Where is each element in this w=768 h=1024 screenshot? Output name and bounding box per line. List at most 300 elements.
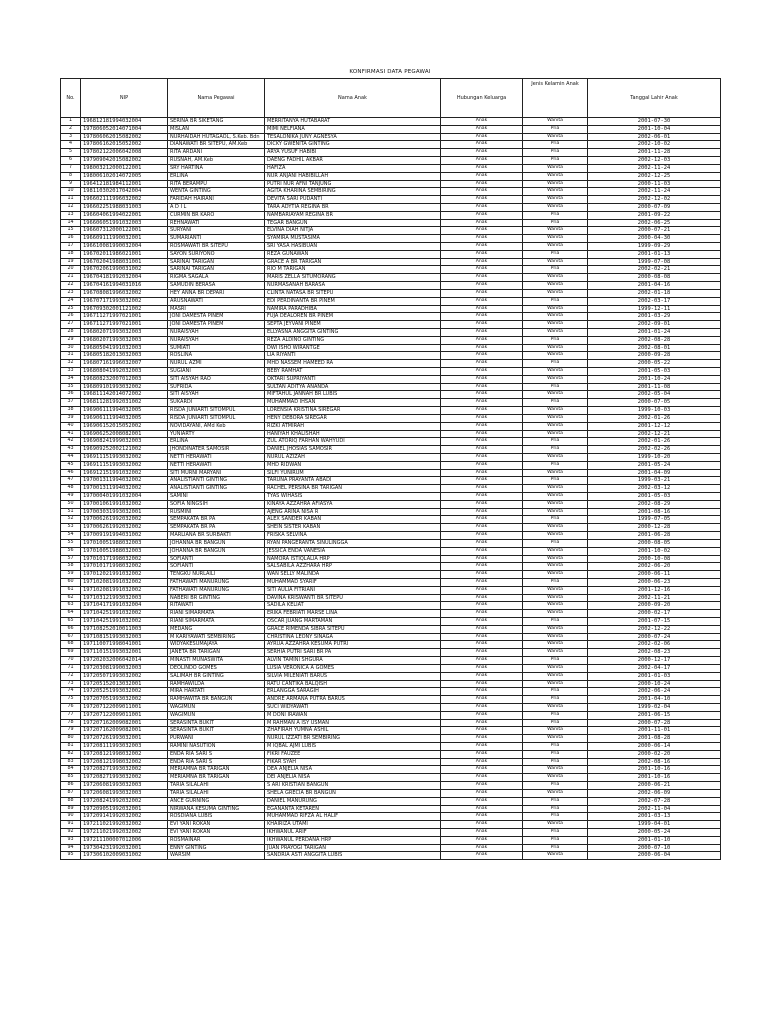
employee-name-cell: JOHANNA BR BANGUN (168, 547, 265, 555)
nip-cell: 196911151993032002 (81, 461, 168, 469)
nip-cell: 196602251988031003 (81, 203, 168, 211)
row-number: 13 (61, 211, 81, 219)
row-number: 48 (61, 485, 81, 493)
birthdate-cell: 2000-12-28 (588, 524, 721, 532)
child-name-cell: SADILA KELIAT (265, 602, 441, 610)
nip-cell: 197209051992032001 (81, 805, 168, 813)
gender-cell: Pria (523, 844, 588, 852)
birthdate-cell: 2000-06-21 (588, 782, 721, 790)
row-number: 31 (61, 352, 81, 360)
gender-cell: Wanita (523, 469, 588, 477)
employee-name-cell: MASRI (168, 305, 265, 313)
relation-cell: Anak (441, 274, 523, 282)
nip-cell: 197203081990032003 (81, 664, 168, 672)
table-row (61, 758, 721, 766)
gender-cell: Pria (523, 688, 588, 696)
row-number: 3 (61, 133, 81, 141)
birthdate-cell: 1999-02-04 (588, 703, 721, 711)
row-number: 21 (61, 274, 81, 282)
row-number: 72 (61, 672, 81, 680)
nip-cell: 198003212000122001 (81, 164, 168, 172)
employee-name-cell: SITI AISYAH RAO (168, 375, 265, 383)
row-number: 93 (61, 836, 81, 844)
nip-cell: 197010171998032002 (81, 563, 168, 571)
child-name-cell: SHEIN SISTER KABAN (265, 524, 441, 532)
nip-cell: 197205251993032002 (81, 688, 168, 696)
gender-cell: Pria (523, 696, 588, 704)
relation-cell: Anak (441, 250, 523, 258)
row-number: 67 (61, 633, 81, 641)
table-row (61, 664, 721, 672)
table-row (61, 657, 721, 665)
birthdate-cell: 2002-02-21 (588, 266, 721, 274)
birthdate-cell: 2000-02-17 (588, 610, 721, 618)
birthdate-cell: 2001-08-28 (588, 735, 721, 743)
child-name-cell: ANDRE ARMANA PUTRA BARUS (265, 696, 441, 704)
header-nama-pegawai: Nama Pegawai (168, 79, 265, 118)
child-name-cell: NUR ANJANI HABIBILLAH (265, 172, 441, 180)
employee-name-cell: ENNY GINTING (168, 844, 265, 852)
birthdate-cell: 2001-01-10 (588, 836, 721, 844)
relation-cell: Anak (441, 407, 523, 415)
table-row (61, 524, 721, 532)
employee-name-cell: WENTA GINTING (168, 188, 265, 196)
nip-cell: 196707171993032002 (81, 297, 168, 305)
gender-cell: Pria (523, 750, 588, 758)
gender-cell: Wanita (523, 321, 588, 329)
relation-cell: Anak (441, 352, 523, 360)
birthdate-cell: 2000-10-24 (588, 680, 721, 688)
relation-cell: Anak (441, 516, 523, 524)
gender-cell: Pria (523, 828, 588, 836)
child-name-cell: MHD NASSEM HAMEED RA (265, 360, 441, 368)
relation-cell: Anak (441, 774, 523, 782)
nip-cell: 197104171991032004 (81, 602, 168, 610)
table-row (61, 680, 721, 688)
gender-cell: Wanita (523, 493, 588, 501)
relation-cell: Anak (441, 719, 523, 727)
table-row (61, 336, 721, 344)
relation-cell: Anak (441, 696, 523, 704)
employee-name-cell: SITI AISYAH (168, 391, 265, 399)
child-name-cell: REZA GUNAWAN (265, 250, 441, 258)
relation-cell: Anak (441, 430, 523, 438)
relation-cell: Anak (441, 180, 523, 188)
row-number: 80 (61, 735, 81, 743)
relation-cell: Anak (441, 750, 523, 758)
birthdate-cell: 2002-06-01 (588, 133, 721, 141)
employee-name-cell: JHONDINATER SAMOSIR (168, 446, 265, 454)
row-number: 7 (61, 164, 81, 172)
child-name-cell: PUTRI NUR AFNI TANJUNG (265, 180, 441, 188)
nip-cell: 197304231992032001 (81, 844, 168, 852)
gender-cell: Pria (523, 360, 588, 368)
gender-cell: Wanita (523, 680, 588, 688)
gender-cell: Pria (523, 782, 588, 790)
nip-cell: 197207122009011001 (81, 703, 168, 711)
table-row (61, 368, 721, 376)
row-number: 1 (61, 118, 81, 126)
nip-cell: 196606051991032003 (81, 219, 168, 227)
relation-cell: Anak (441, 453, 523, 461)
nip-cell: 196609111990032001 (81, 235, 168, 243)
birthdate-cell: 2002-06-20 (588, 563, 721, 571)
birthdate-cell: 2000-07-28 (588, 719, 721, 727)
nip-cell: 196805182013032003 (81, 352, 168, 360)
row-number: 50 (61, 500, 81, 508)
child-name-cell: M RAHMAN A ISY USMAN (265, 719, 441, 727)
employee-name-cell: RAMHAWITA BR BANGUN (168, 696, 265, 704)
nip-cell: 196911151993032002 (81, 453, 168, 461)
birthdate-cell: 1999-07-08 (588, 258, 721, 266)
table-row (61, 766, 721, 774)
gender-cell: Pria (523, 211, 588, 219)
row-number: 43 (61, 446, 81, 454)
table-row (61, 383, 721, 391)
row-number: 39 (61, 414, 81, 422)
child-name-cell: IKHWANUL ARIF (265, 828, 441, 836)
row-number: 81 (61, 743, 81, 751)
row-number: 2 (61, 125, 81, 133)
table-row (61, 469, 721, 477)
row-number: 82 (61, 750, 81, 758)
gender-cell: Pria (523, 743, 588, 751)
employee-name-cell: WARSIM (168, 852, 265, 860)
relation-cell: Anak (441, 618, 523, 626)
gender-cell: Wanita (523, 594, 588, 602)
child-name-cell: TESALONIKA JUNY AGNESYA (265, 133, 441, 141)
gender-cell: Wanita (523, 203, 588, 211)
table-row (61, 453, 721, 461)
relation-cell: Anak (441, 243, 523, 251)
gender-cell: Pria (523, 805, 588, 813)
employee-name-cell: YUNIARTY (168, 430, 265, 438)
birthdate-cell: 1999-12-11 (588, 305, 721, 313)
relation-cell: Anak (441, 336, 523, 344)
relation-cell: Anak (441, 657, 523, 665)
nip-cell: 197001061991032002 (81, 500, 168, 508)
row-number: 76 (61, 703, 81, 711)
table-row (61, 782, 721, 790)
birthdate-cell: 2000-10-08 (588, 555, 721, 563)
birthdate-cell: 2002-01-26 (588, 414, 721, 422)
relation-cell: Anak (441, 344, 523, 352)
table-body (61, 118, 721, 860)
nip-cell: 197806062015082002 (81, 133, 168, 141)
nip-cell: 196807161996032007 (81, 360, 168, 368)
birthdate-cell: 2000-07-24 (588, 633, 721, 641)
child-name-cell: SUCI WIDYAWATI (265, 703, 441, 711)
employee-name-cell: RITA ARDANI (168, 149, 265, 157)
employee-name-cell: ENDA RIA SARI S (168, 758, 265, 766)
birthdate-cell: 2002-09-01 (588, 321, 721, 329)
table-row (61, 852, 721, 860)
relation-cell: Anak (441, 227, 523, 235)
row-number: 68 (61, 641, 81, 649)
row-number: 56 (61, 547, 81, 555)
birthdate-cell: 2001-10-16 (588, 774, 721, 782)
employee-name-cell: MEDANG (168, 625, 265, 633)
table-row (61, 508, 721, 516)
employee-name-cell: RAMINI NASUTION (168, 743, 265, 751)
nip-cell: 197206081993032003 (81, 782, 168, 790)
relation-cell: Anak (441, 821, 523, 829)
relation-cell: Anak (441, 539, 523, 547)
child-name-cell: MARIS ZELLA SITUMORANG (265, 274, 441, 282)
employee-name-cell: SERASINTA BUKIT (168, 719, 265, 727)
row-number: 60 (61, 578, 81, 586)
employee-name-cell: RITAWATI (168, 602, 265, 610)
relation-cell: Anak (441, 735, 523, 743)
nip-cell: 197806162015052002 (81, 141, 168, 149)
nip-cell: 197909042015082002 (81, 157, 168, 165)
birthdate-cell: 2002-12-03 (588, 157, 721, 165)
employee-name-cell: PURWANI (168, 735, 265, 743)
child-name-cell: ALVIN TAMINI SHGURA (265, 657, 441, 665)
table-row (61, 641, 721, 649)
table-row (61, 821, 721, 829)
birthdate-cell: 2001-10-02 (588, 547, 721, 555)
gender-cell: Pria (523, 446, 588, 454)
relation-cell: Anak (441, 391, 523, 399)
employee-name-cell: ERLINA (168, 438, 265, 446)
employee-name-cell: JONI DAMESTA PINEM (168, 313, 265, 321)
child-name-cell: MUHAMMAD RIFZA AL HALIF (265, 813, 441, 821)
table-row (61, 297, 721, 305)
employee-name-cell: ERLINA (168, 172, 265, 180)
child-name-cell: EDI PERDINANTA BR PINEM (265, 297, 441, 305)
gender-cell: Pria (523, 438, 588, 446)
row-number: 52 (61, 516, 81, 524)
table-row (61, 391, 721, 399)
employee-name-cell: NABERI BR GINTING (168, 594, 265, 602)
gender-cell: Wanita (523, 391, 588, 399)
birthdate-cell: 2001-11-01 (588, 727, 721, 735)
child-name-cell: KHAIRIZA UTAMI (265, 821, 441, 829)
table-row (61, 446, 721, 454)
row-number: 63 (61, 602, 81, 610)
nip-cell: 196709302001121002 (81, 305, 168, 313)
child-name-cell: NAMORA ISTIQLALIA HRP (265, 555, 441, 563)
child-name-cell: NURUL AZIZAH (265, 453, 441, 461)
child-name-cell: ZHAFIRAH YUMNA ASHIL (265, 727, 441, 735)
birthdate-cell: 2000-08-08 (588, 274, 721, 282)
relation-cell: Anak (441, 711, 523, 719)
table-row (61, 196, 721, 204)
child-name-cell: TARUNA PRAYANTA ABADI (265, 477, 441, 485)
birthdate-cell: 2000-07-09 (588, 203, 721, 211)
birthdate-cell: 2000-06-11 (588, 571, 721, 579)
birthdate-cell: 2000-07-10 (588, 844, 721, 852)
employee-name-cell: SAYON SURIYONO (168, 250, 265, 258)
header-jenis-kelamin: Jenis Kelamin Anak (523, 79, 588, 118)
header-hubungan-keluarga: Hubungan Keluarga (441, 79, 523, 118)
child-name-cell: MIMI NELFIANA (265, 125, 441, 133)
relation-cell: Anak (441, 797, 523, 805)
relation-cell: Anak (441, 282, 523, 290)
employee-name-cell: SEMPAKATA BR PA (168, 516, 265, 524)
relation-cell: Anak (441, 297, 523, 305)
employee-name-cell: NETTI HERAWATI (168, 461, 265, 469)
relation-cell: Anak (441, 836, 523, 844)
relation-cell: Anak (441, 235, 523, 243)
gender-cell: Wanita (523, 133, 588, 141)
relation-cell: Anak (441, 446, 523, 454)
gender-cell: Wanita (523, 563, 588, 571)
nip-cell: 197010171998032002 (81, 555, 168, 563)
gender-cell: Wanita (523, 852, 588, 860)
birthdate-cell: 2002-02-06 (588, 641, 721, 649)
employee-name-cell: RAMHAWILDA (168, 680, 265, 688)
nip-cell: 197205071993032002 (81, 672, 168, 680)
gender-cell: Wanita (523, 555, 588, 563)
gender-cell: Wanita (523, 735, 588, 743)
gender-cell: Wanita (523, 524, 588, 532)
employee-name-cell: RITA BERAMPU (168, 180, 265, 188)
child-name-cell: EGANANTA KETAREN (265, 805, 441, 813)
table-row (61, 610, 721, 618)
nip-cell: 196702041988031001 (81, 258, 168, 266)
birthdate-cell: 2002-11-24 (588, 164, 721, 172)
gender-cell: Wanita (523, 641, 588, 649)
table-row (61, 625, 721, 633)
birthdate-cell: 2002-08-16 (588, 758, 721, 766)
nip-cell: 197202032006042014 (81, 657, 168, 665)
relation-cell: Anak (441, 672, 523, 680)
row-number: 11 (61, 196, 81, 204)
employee-name-cell: HEY ANNA BR DEPARI (168, 289, 265, 297)
child-name-cell: LUSIA VERONICA A GOMES (265, 664, 441, 672)
relation-cell: Anak (441, 813, 523, 821)
gender-cell: Wanita (523, 282, 588, 290)
row-number: 25 (61, 305, 81, 313)
nip-cell: 197208241992032002 (81, 797, 168, 805)
birthdate-cell: 2001-12-16 (588, 586, 721, 594)
child-name-cell: M IQBAL AJMI LUBIS (265, 743, 441, 751)
birthdate-cell: 2001-10-16 (588, 766, 721, 774)
row-number: 79 (61, 727, 81, 735)
employee-name-cell: WAGIMUN (168, 711, 265, 719)
child-name-cell: SRI YASA HASIBUAN (265, 243, 441, 251)
gender-cell: Pria (523, 797, 588, 805)
gender-cell: Wanita (523, 375, 588, 383)
employee-name-cell: M KARIYAWATI SEMBIRING (168, 633, 265, 641)
gender-cell: Pria (523, 149, 588, 157)
table-row (61, 328, 721, 336)
child-name-cell: OKTARI SUPRIYANTI (265, 375, 441, 383)
nip-cell: 197104251991032002 (81, 610, 168, 618)
employee-name-cell: SERASINTA BUKIT (168, 727, 265, 735)
nip-cell: 197207122009011001 (81, 711, 168, 719)
relation-cell: Anak (441, 157, 523, 165)
table-row (61, 805, 721, 813)
child-name-cell: FRISKA SELVINA (265, 532, 441, 540)
row-number: 71 (61, 664, 81, 672)
relation-cell: Anak (441, 547, 523, 555)
row-number: 74 (61, 688, 81, 696)
birthdate-cell: 2002-11-04 (588, 805, 721, 813)
row-number: 26 (61, 313, 81, 321)
employee-name-cell: SOFIANTI (168, 563, 265, 571)
row-number: 87 (61, 789, 81, 797)
relation-cell: Anak (441, 360, 523, 368)
birthdate-cell: 1999-09-29 (588, 243, 721, 251)
employee-name-cell: SOFIA NINGSIH (168, 500, 265, 508)
relation-cell: Anak (441, 578, 523, 586)
table-row (61, 258, 721, 266)
birthdate-cell: 2001-05-24 (588, 461, 721, 469)
child-name-cell: FIKRI FAUZEE (265, 750, 441, 758)
nip-cell: 196912151991032002 (81, 469, 168, 477)
child-name-cell: GRACE RIMENDA SIBRA SITEPU (265, 625, 441, 633)
employee-name-cell: ROSMAWATI BR SITEPU (168, 243, 265, 251)
gender-cell: Wanita (523, 703, 588, 711)
child-name-cell: TARA ADYTIA REGINA BR (265, 203, 441, 211)
nip-cell: 197006261992032002 (81, 524, 168, 532)
row-number: 29 (61, 336, 81, 344)
nip-cell: 198110302017042004 (81, 188, 168, 196)
relation-cell: Anak (441, 508, 523, 516)
row-number: 90 (61, 813, 81, 821)
nip-cell: 197208271993032002 (81, 766, 168, 774)
child-name-cell: FIKAR SYAH (265, 758, 441, 766)
birthdate-cell: 2002-12-25 (588, 172, 721, 180)
child-name-cell: NAMIRA PARADHIBA (265, 305, 441, 313)
employee-name-cell: DIANAWATI BR SITEPU, AM.Keb (168, 141, 265, 149)
gender-cell: Pria (523, 657, 588, 665)
relation-cell: Anak (441, 328, 523, 336)
child-name-cell: AGITA KHARINA SEMBIRING (265, 188, 441, 196)
employee-name-cell: RIANI SIMARMATA (168, 610, 265, 618)
employee-name-cell: SRY HARTINA (168, 164, 265, 172)
birthdate-cell: 2001-10-24 (588, 375, 721, 383)
relation-cell: Anak (441, 680, 523, 688)
birthdate-cell: 2002-06-24 (588, 688, 721, 696)
employee-name-cell: ROSDIANA LUBIS (168, 813, 265, 821)
employee-name-cell: FATHAWATI MANURUNG (168, 578, 265, 586)
relation-cell: Anak (441, 438, 523, 446)
birthdate-cell: 2000-08-05 (588, 539, 721, 547)
table-row (61, 477, 721, 485)
row-number: 83 (61, 758, 81, 766)
child-name-cell: FUJA DEALOREN BR PINEM (265, 313, 441, 321)
nip-cell: 197208121998032002 (81, 758, 168, 766)
child-name-cell: OSCAR JUANG MARTAMAN (265, 618, 441, 626)
table-row (61, 672, 721, 680)
table-row (61, 243, 721, 251)
child-name-cell: REZA ALDINO GINTING (265, 336, 441, 344)
nip-cell: 196808232007012003 (81, 375, 168, 383)
child-name-cell: SEPTA JEYVANI PINEM (265, 321, 441, 329)
row-number: 65 (61, 618, 81, 626)
employee-name-cell: ANALISTIANTI GINTING (168, 477, 265, 485)
row-number: 9 (61, 180, 81, 188)
gender-cell: Pria (523, 266, 588, 274)
birthdate-cell: 1999-04-01 (588, 821, 721, 829)
child-name-cell: GRACE A BR TARIGAN (265, 258, 441, 266)
table-row (61, 696, 721, 704)
gender-cell: Wanita (523, 313, 588, 321)
row-number: 17 (61, 243, 81, 251)
nip-cell: 197001311994032002 (81, 485, 168, 493)
table-row (61, 594, 721, 602)
relation-cell: Anak (441, 625, 523, 633)
birthdate-cell: 2002-03-12 (588, 485, 721, 493)
table-row (61, 516, 721, 524)
row-number: 27 (61, 321, 81, 329)
relation-cell: Anak (441, 633, 523, 641)
nip-cell: 196412181984112001 (81, 180, 168, 188)
